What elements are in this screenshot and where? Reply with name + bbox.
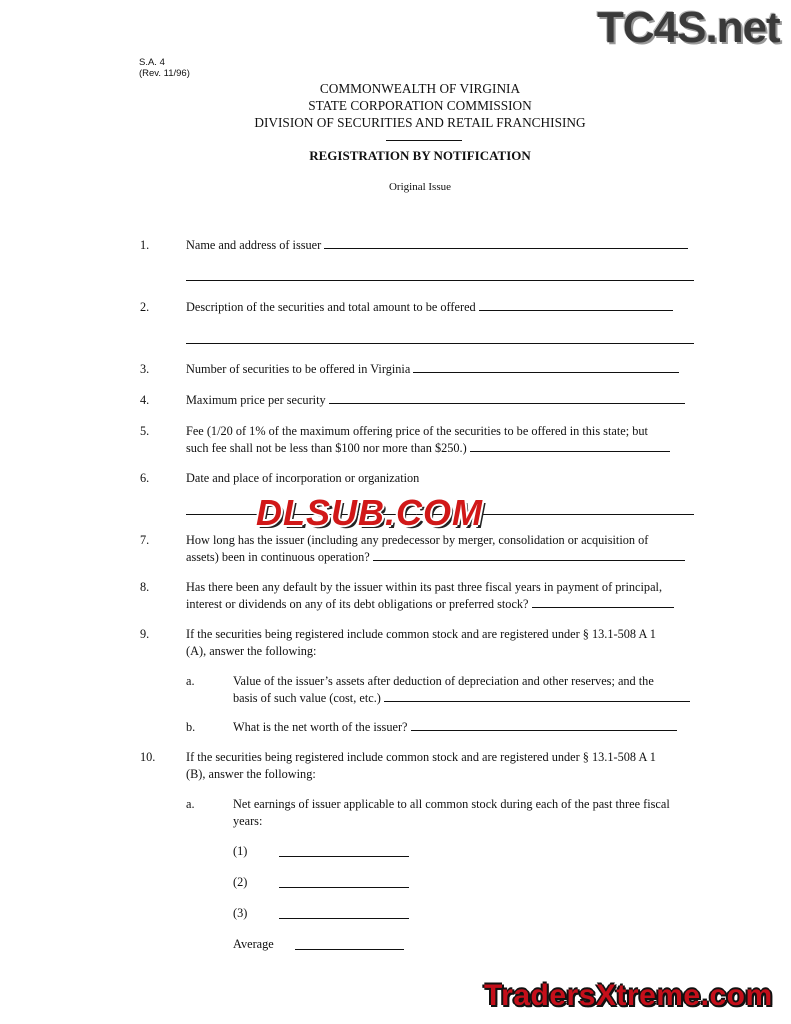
item-common-stock-b-line1: If the securities being registered include common stock and are registered under § 13.1-508 A 1 (186, 750, 656, 764)
item-default-line2 (186, 596, 674, 613)
issuer-name-field[interactable] (324, 237, 688, 249)
item-common-stock-b-line2: (B), answer the following: (186, 767, 316, 781)
item-number: 1. (140, 238, 150, 252)
year-1-field[interactable] (279, 856, 409, 857)
watermark-tradersxtreme: TradersXtreme.com (484, 979, 773, 1012)
year-1-label: (1) (233, 844, 248, 858)
item-label: What is the net worth of the issuer? (233, 720, 408, 734)
item-number: 8. (140, 580, 150, 594)
year-3-label: (3) (233, 906, 248, 920)
year-2-label: (2) (233, 875, 248, 889)
subitem-net-earnings-line2: years: (233, 814, 263, 828)
item-number: 2. (140, 300, 150, 314)
subitem-net-worth (233, 719, 677, 736)
item-label: Name and address of issuer (186, 238, 322, 252)
item-fee-line1: Fee (1/20 of 1% of the maximum offering price of the securities to be offered in this state; but (186, 424, 648, 438)
item-operation-line1: How long has the issuer (including any predecessor by merger, consolidation or acquisition of (186, 533, 649, 547)
item-label: interest or dividends on any of its debt obligations or preferred stock? (186, 597, 529, 611)
securities-in-virginia-field[interactable] (413, 361, 679, 373)
item-max-price (186, 392, 685, 409)
average-label: Average (233, 937, 274, 951)
year-3-field[interactable] (279, 918, 409, 919)
average-field[interactable] (295, 949, 404, 950)
fee-field[interactable] (470, 440, 670, 452)
item-number: 5. (140, 424, 150, 438)
item-label: Maximum price per security (186, 393, 326, 407)
subitem-label: b. (186, 720, 196, 734)
item-label: assets) been in continuous operation? (186, 550, 370, 564)
securities-description-field-2[interactable] (186, 343, 694, 344)
header-division: DIVISION OF SECURITIES AND RETAIL FRANCHISING (254, 115, 586, 130)
issuer-address-field[interactable] (186, 280, 694, 281)
item-securities-in-virginia (186, 361, 679, 378)
form-number: S.A. 4 (139, 57, 165, 68)
watermark-tc4s: TC4S.net (597, 3, 780, 52)
default-field[interactable] (532, 596, 674, 608)
item-common-stock-a-line1: If the securities being registered include common stock and are registered under § 13.1-508 A 1 (186, 627, 656, 641)
subitem-label: a. (186, 674, 195, 688)
item-number: 7. (140, 533, 150, 547)
max-price-field[interactable] (329, 392, 685, 404)
header-state: COMMONWEALTH OF VIRGINIA (319, 81, 521, 96)
item-number: 4. (140, 393, 150, 407)
item-number: 10. (140, 750, 156, 764)
item-default-line1: Has there been any default by the issuer within its past three fiscal years in payment of principal, (186, 580, 663, 594)
item-number: 9. (140, 627, 150, 641)
item-fee-line2 (186, 440, 670, 457)
item-label: Number of securities to be offered in Virginia (186, 362, 411, 376)
item-issuer-name (186, 237, 688, 254)
item-label: Description of the securities and total amount to be offered (186, 300, 476, 314)
item-label: basis of such value (cost, etc.) (233, 691, 381, 705)
item-operation-line2 (186, 549, 685, 566)
page-subtitle: Original Issue (388, 181, 451, 193)
operation-field[interactable] (373, 549, 685, 561)
assets-field[interactable] (384, 690, 690, 702)
item-number: 6. (140, 471, 150, 485)
net-worth-field[interactable] (411, 719, 677, 731)
header-commission: STATE CORPORATION COMMISSION (308, 98, 532, 113)
item-incorporation: Date and place of incorporation or organization (186, 471, 420, 485)
item-label: such fee shall not be less than $100 nor more than $250.) (186, 441, 467, 455)
subitem-assets-line1: Value of the issuer’s assets after deduction of depreciation and other reserves; and the (233, 674, 654, 688)
item-common-stock-a-line2: (A), answer the following: (186, 644, 317, 658)
year-2-field[interactable] (279, 887, 409, 888)
subitem-assets-line2 (233, 690, 690, 707)
form-revision: (Rev. 11/96) (139, 68, 190, 79)
watermark-dlsub: DLSUB.COM (256, 492, 483, 533)
header-divider (386, 140, 462, 141)
subitem-label: a. (186, 797, 195, 811)
item-securities-description (186, 299, 673, 316)
item-number: 3. (140, 362, 150, 376)
securities-description-field[interactable] (479, 299, 673, 311)
subitem-net-earnings-line1: Net earnings of issuer applicable to all common stock during each of the past three fiscal (233, 797, 670, 811)
page-title: REGISTRATION BY NOTIFICATION (309, 148, 531, 163)
